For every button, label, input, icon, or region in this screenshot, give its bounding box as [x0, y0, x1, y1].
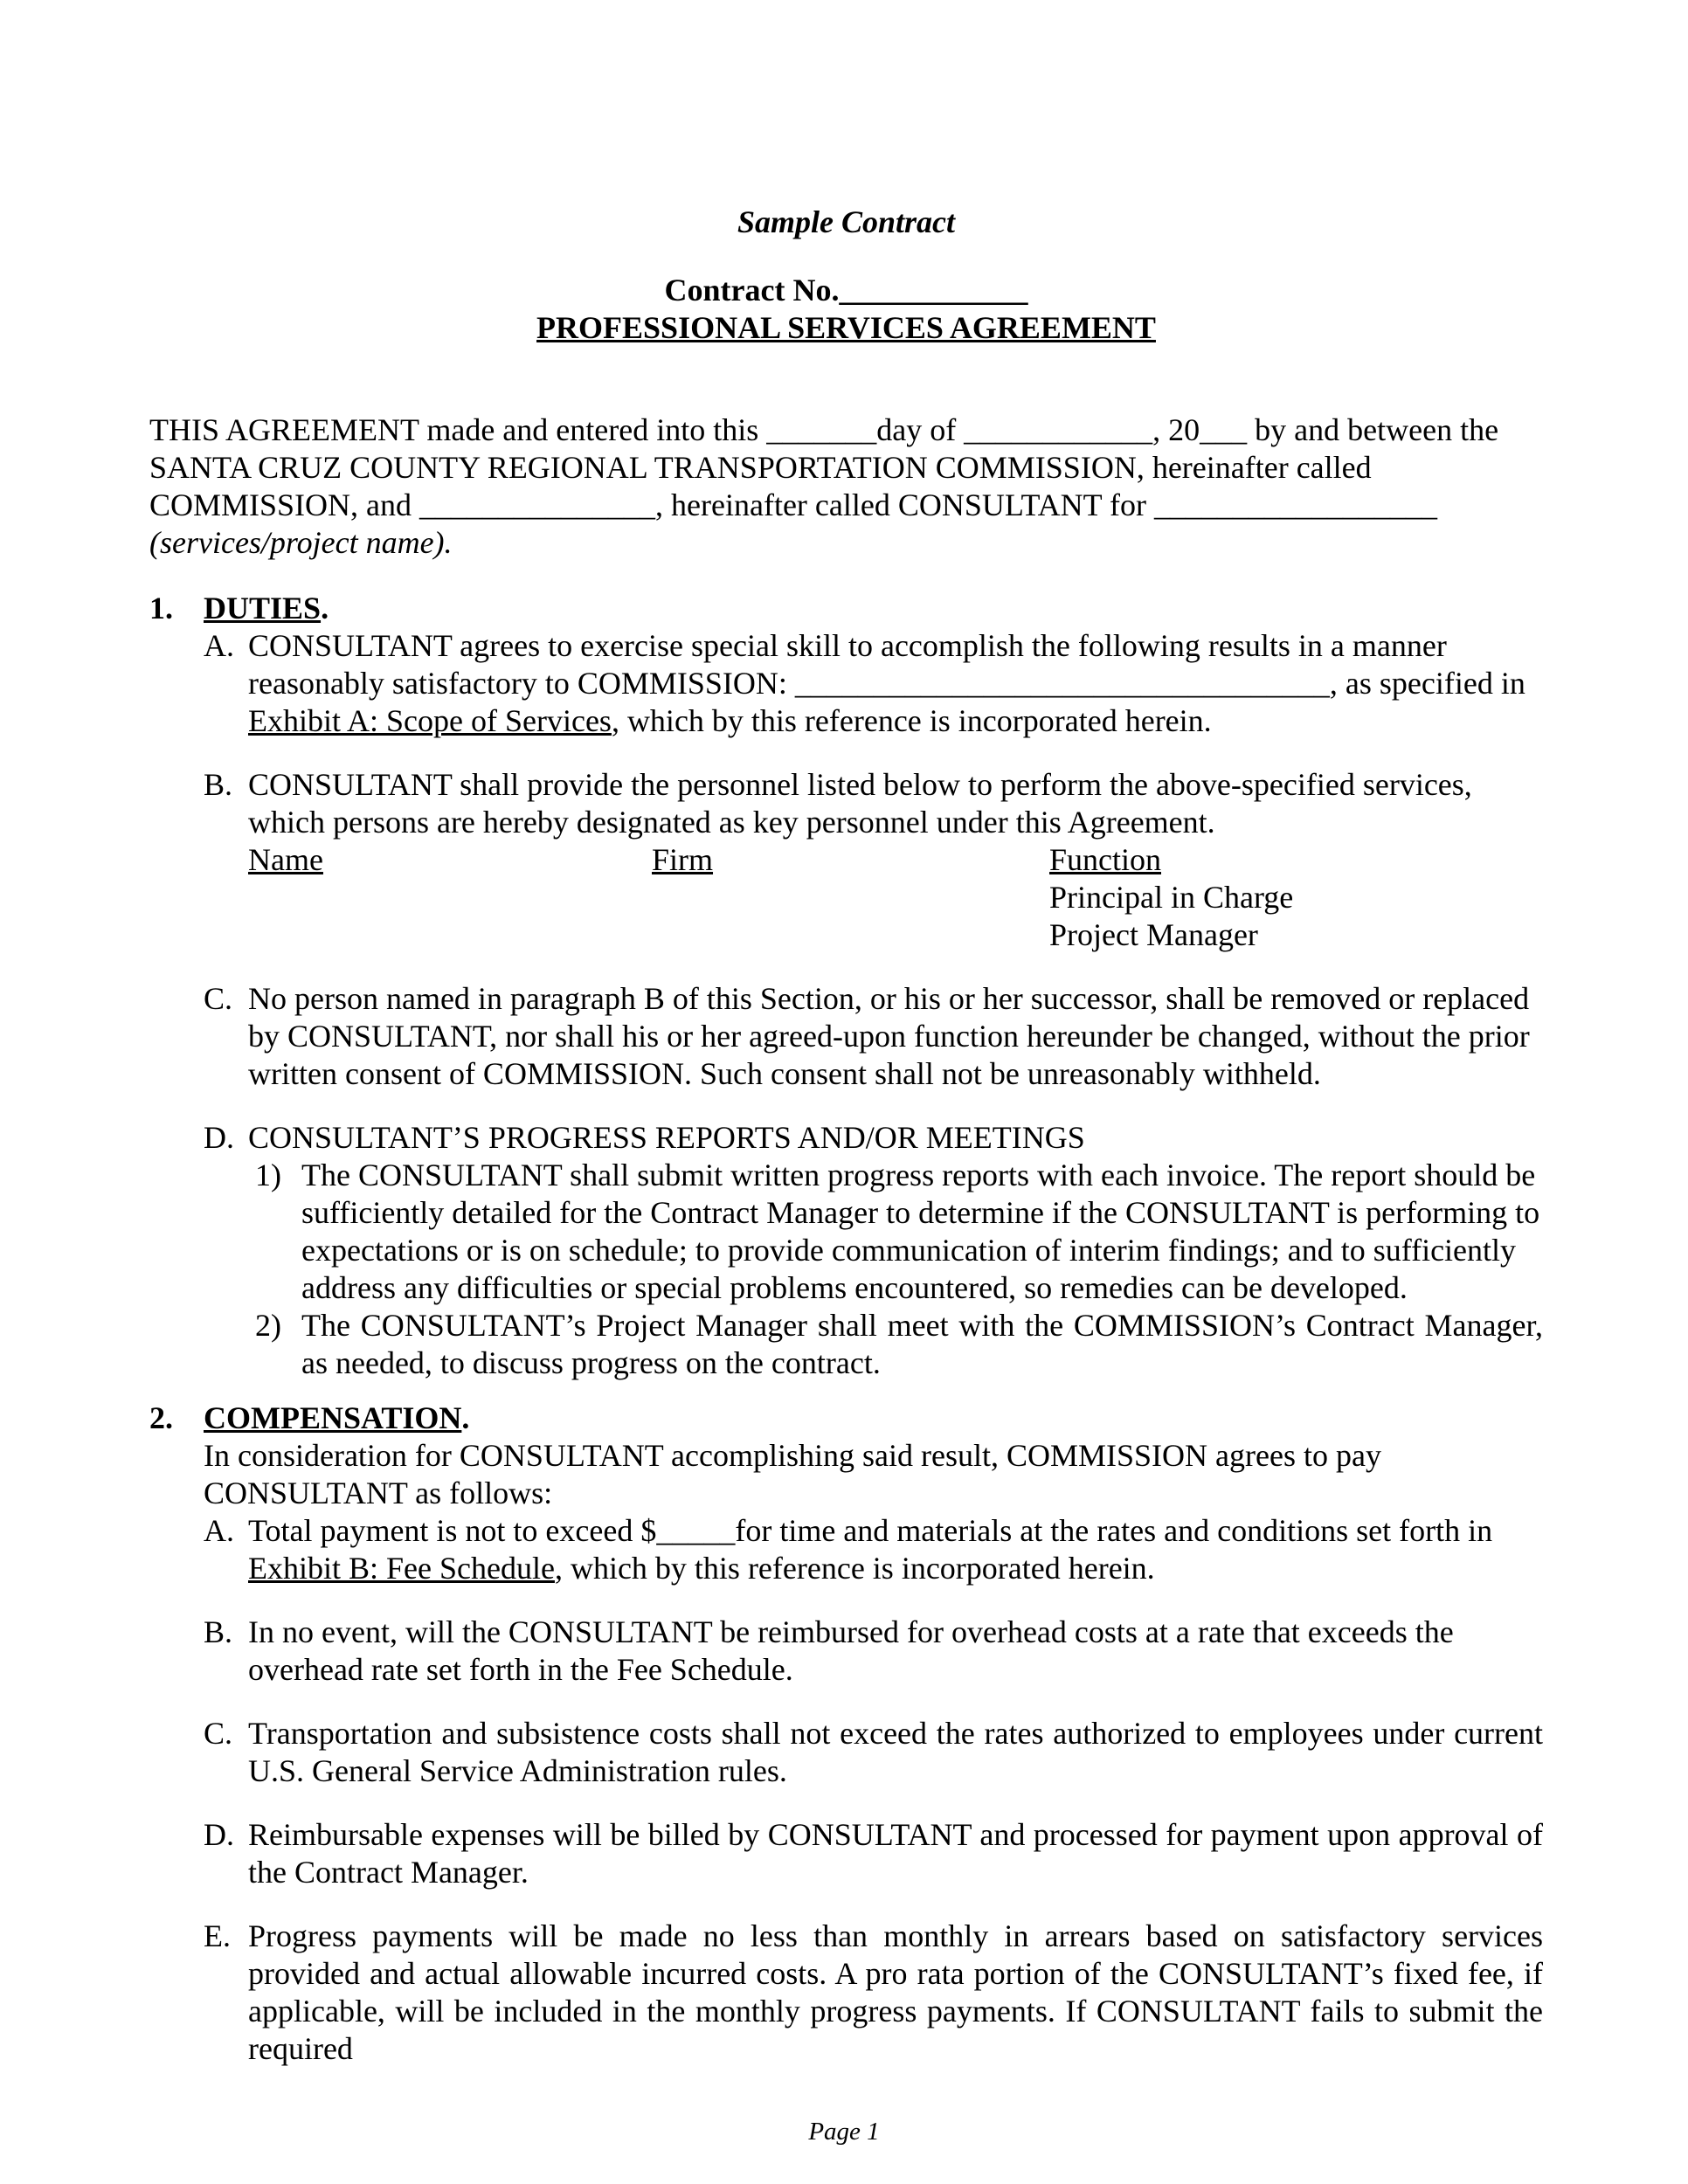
- function-project-manager: Project Manager: [1049, 917, 1258, 952]
- section-duties-title: DUTIES: [204, 591, 322, 625]
- compensation-item-e-marker: E.: [204, 1918, 231, 1953]
- duties-item-c-marker: C.: [204, 981, 233, 1016]
- duties-item-a: [149, 627, 1543, 740]
- duties-item-a-marker: A.: [204, 628, 234, 663]
- compensation-item-e-text: Progress payments will be made no less than monthly in arrears based on satisfactory services provided and actual allowable incurred costs. A pro rata portion of the CONSULTANT’s fixed fee, if applicable, will be included in the monthly progress payments. If CONSULTANT fails to submit the required: [248, 1918, 1543, 2066]
- exhibit-a-reference: Exhibit A: Scope of Services: [248, 703, 612, 738]
- progress-reports-item-2: [149, 1307, 1543, 1382]
- duties-item-a-text: CONSULTANT agrees to exercise special skill to accomplish the following results in a manner reasonably satisfactory to COMMISSION: __________________________________, as specified in: [248, 628, 1525, 701]
- function-principal-in-charge: Principal in Charge: [1049, 880, 1294, 915]
- function-column-header: Function: [1049, 842, 1162, 877]
- progress-reports-item-2-marker: 2): [255, 1308, 281, 1343]
- compensation-item-b-marker: B.: [204, 1614, 233, 1649]
- sample-contract-label: Sample Contract: [737, 204, 956, 239]
- compensation-item-d-text: Reimbursable expenses will be billed by CONSULTANT and processed for payment upon approval of the Contract Manager.: [248, 1817, 1543, 1890]
- compensation-intro-text: In consideration for CONSULTANT accomplishing said result, COMMISSION agrees to pay CONSULTANT as follows:: [204, 1438, 1381, 1510]
- compensation-item-d: [149, 1816, 1543, 1891]
- contract-number-line: Contract No.____________: [664, 273, 1028, 308]
- compensation-item-e: [149, 1918, 1543, 2068]
- section-compensation-number: 2.: [149, 1400, 173, 1435]
- duties-item-c: [149, 980, 1543, 1093]
- exhibit-b-reference: Exhibit B: Fee Schedule: [248, 1551, 555, 1586]
- opening-paragraph: [149, 411, 1543, 562]
- personnel-table-row: [149, 879, 1543, 916]
- progress-reports-item-1: [149, 1157, 1543, 1307]
- firm-column-header: Firm: [652, 842, 714, 877]
- compensation-item-d-marker: D.: [204, 1817, 234, 1852]
- name-column-header: Name: [248, 842, 323, 877]
- duties-item-b-marker: B.: [204, 767, 233, 802]
- section-compensation-title: COMPENSATION: [204, 1400, 462, 1435]
- progress-reports-heading-text: CONSULTANT’S PROGRESS REPORTS AND/OR MEETINGS: [248, 1120, 1085, 1155]
- duties-item-d-marker: D.: [204, 1120, 234, 1155]
- document-content: [149, 204, 1543, 2068]
- personnel-table: [149, 841, 1543, 954]
- compensation-item-a-text: Total payment is not to exceed $_____for time and materials at the rates and conditions set forth in: [248, 1513, 1493, 1548]
- progress-reports-item-1-text: The CONSULTANT shall submit written progress reports with each invoice. The report should be sufficiently detailed for the Contract Manager to determine if the CONSULTANT is performing to expectations or is on schedule; to provide communication of interim findings; and to sufficiently address any difficulties or special problems encountered, so remedies can be developed.: [301, 1158, 1540, 1305]
- personnel-table-row: [149, 916, 1543, 954]
- duties-item-b: [149, 766, 1543, 841]
- compensation-item-a-text-end: , which by this reference is incorporated herein.: [554, 1551, 1155, 1586]
- compensation-item-a: [149, 1512, 1543, 1587]
- duties-item-d-heading: [149, 1119, 1543, 1157]
- section-compensation-period: .: [461, 1400, 470, 1435]
- agreement-title: PROFESSIONAL SERVICES AGREEMENT: [536, 310, 1156, 345]
- compensation-item-c-marker: C.: [204, 1716, 233, 1751]
- compensation-intro: [149, 1437, 1543, 1512]
- compensation-item-c-text: Transportation and subsistence costs shall not exceed the rates authorized to employees under current U.S. General Service Administration rules.: [248, 1716, 1543, 1788]
- compensation-item-a-marker: A.: [204, 1513, 234, 1548]
- services-project-name-note: (services/project name).: [149, 525, 453, 560]
- duties-item-a-text-end: , which by this reference is incorporated herein.: [611, 703, 1212, 738]
- section-duties-heading: [149, 590, 1543, 627]
- compensation-item-c: [149, 1715, 1543, 1790]
- compensation-item-b: [149, 1614, 1543, 1689]
- opening-text: THIS AGREEMENT made and entered into this _______day of ____________, 20___ by and between the SANTA CRUZ COUNTY REGIONAL TRANSPORTATION COMMISSION, hereinafter called COMMISSION, and _______________, hereinafter called CONSULTANT for __________________: [149, 412, 1499, 522]
- duties-item-b-text: CONSULTANT shall provide the personnel listed below to perform the above-specified services, which persons are hereby designated as key personnel under this Agreement.: [248, 767, 1472, 840]
- page-number-footer: Page 1: [808, 2118, 880, 2146]
- personnel-header-row: [149, 841, 1543, 879]
- compensation-item-b-text: In no event, will the CONSULTANT be reimbursed for overhead costs at a rate that exceeds the overhead rate set forth in the Fee Schedule.: [248, 1614, 1454, 1687]
- progress-reports-item-1-marker: 1): [255, 1158, 281, 1192]
- section-duties-number: 1.: [149, 591, 173, 625]
- duties-item-c-text: No person named in paragraph B of this Section, or his or her successor, shall be removed or replaced by CONSULTANT, nor shall his or her agreed-upon function hereunder be changed, without the prior written consent of COMMISSION. Such consent shall not be unreasonably withheld.: [248, 981, 1530, 1091]
- section-compensation-heading: [149, 1400, 1543, 1437]
- section-duties-period: .: [321, 591, 329, 625]
- progress-reports-item-2-text: The CONSULTANT’s Project Manager shall meet with the COMMISSION’s Contract Manager, as needed, to discuss progress on the contract.: [301, 1308, 1543, 1380]
